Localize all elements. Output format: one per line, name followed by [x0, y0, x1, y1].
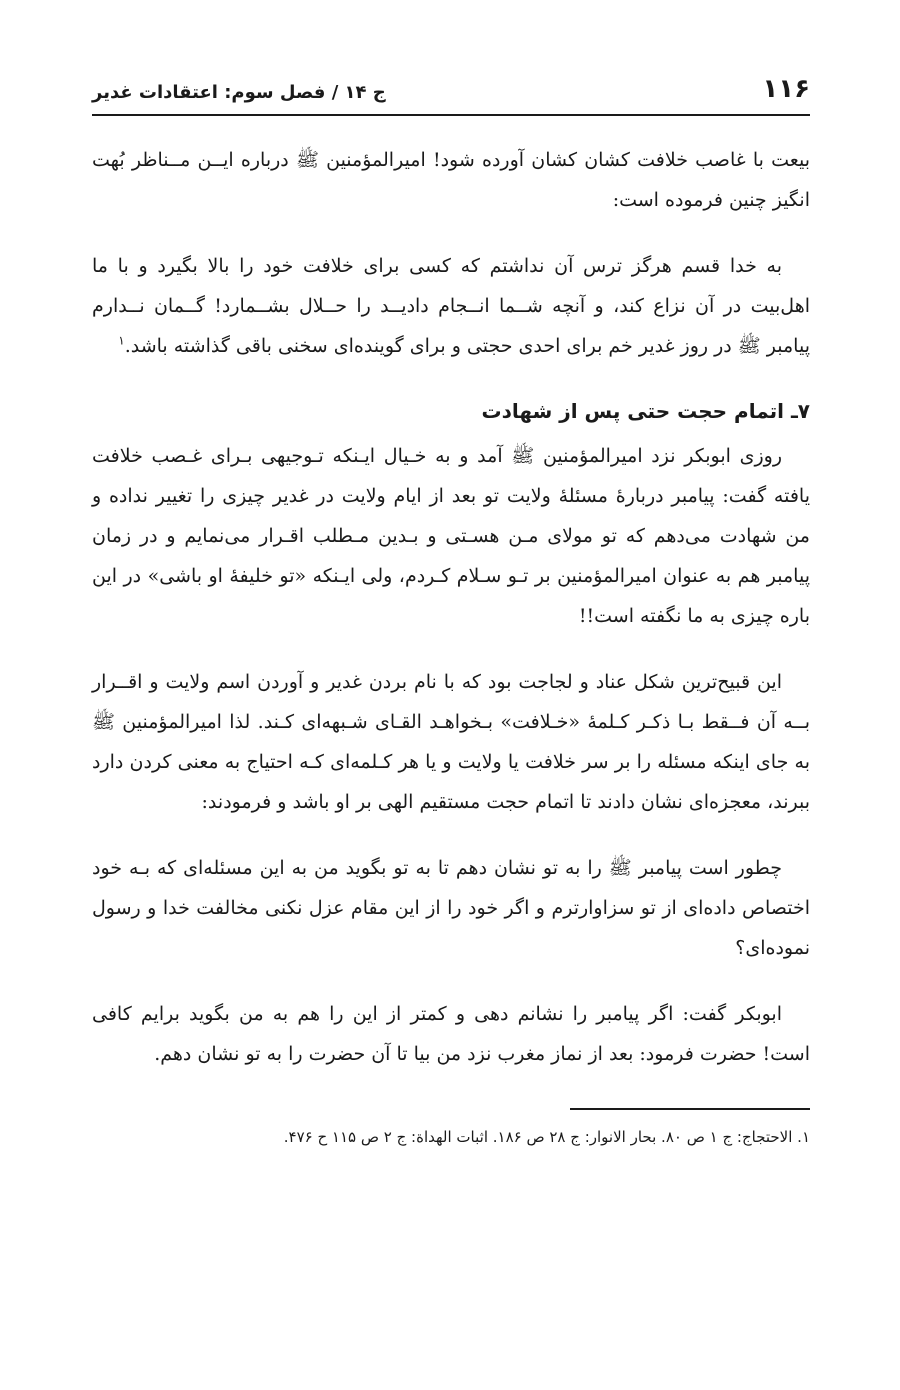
footnote-marker: ۱ [118, 333, 125, 348]
paragraph-intro: بیعت با غاصب خلافت کشان کشان آورده شود! امیرالمؤمنین ﷺ درباره ایــن مــناظر بُهت انگیز چنین فرموده است: [92, 149, 810, 211]
running-header [92, 62, 810, 116]
section-heading: ۷ـ اتمام حجت حتی پس از شهادت [481, 399, 810, 423]
header-title: ج ۱۴ / فصل سوم: اعتقادات غدیر [92, 82, 386, 103]
paragraph-section-2: این قبیح‌ترین شکل عناد و لجاجت بود که با نام بردن غدیر و آوردن اسم ولایت و اقــرار بــه آن فــقط بـا ذکـر کـلمهٔ «خـلافت» بـخواهـد القـای شـبهه‌ای کـند. لذا امیرالمؤمنین ﷺ به جای اینکه مسئله را بر سر خلافت یا ولایت و یا هر کـلمه‌ای کـه احتیاج به معنی کردن دارد ببرند، معجزه‌ای نشان دادند تا اتمام حجت مستقیم الهی بر او باشد و فرمودند: [92, 671, 810, 813]
body-text [92, 140, 810, 1074]
footnote: ۱. الاحتجاج: ج ۱ ص ۸۰. بحار الانوار: ج ۲۸ ص ۱۸۶. اثبات الهداة: ج ۲ ص ۱۱۵ ح ۴۷۶. [283, 1128, 810, 1146]
footnote-divider [570, 1108, 810, 1110]
paragraph-section-3: چطور است پیامبر ﷺ را به تو نشان دهم تا به تو بگوید من به این مسئله‌ای که بـه خود اختصاص داده‌ای از تو سزاوارترم و اگر خود را از این مقام عزل نکنی مخالفت خدا و رسول نموده‌ای؟ [92, 857, 810, 959]
page-number: ۱۱۶ [762, 74, 810, 104]
book-page [92, 62, 810, 1152]
paragraph-section-1: روزی ابوبکر نزد امیرالمؤمنین ﷺ آمد و به خـیال ایـنکه تـوجیهی بـرای غـصب خلافت یافته گفت: پیامبر دربارهٔ مسئلهٔ ولایت تو بعد از ایام ولایت در غدیر چیزی را تغییر نداده و من شهادت می‌دهم که تو مولای مـن هسـتی و بـدین مـطلب اقـرار می‌نمایم و در زمان پیامبر هم به عنوان امیرالمؤمنین بر تـو سـلام کـردم، ولی ایـنکه «تو خلیفهٔ او باشی» در این باره چیزی به ما نگفته است!! [92, 445, 810, 627]
paragraph-section-4: ابوبکر گفت: اگر پیامبر را نشانم دهی و کمتر از این را هم به من بگوید برایم کافی است! حضرت فرمود: بعد از نماز مغرب نزد من بیا تا آن حضرت را به تو نشان دهم. [92, 1003, 810, 1065]
paragraph-quote: به خدا قسم هرگز ترس آن نداشتم که کسی برای خلافت خود را بالا بگیرد و با ما اهل‌بیت در آن نزاع کند، و آنچه شــما انــجام دادیــد را حــلال بشــمارد! گــمان نــدارم پیامبر ﷺ در روز غدیر خم برای احدی حجتی و برای گوینده‌ای سخنی باقی گذاشته باشد.$^۱$ [92, 255, 810, 357]
